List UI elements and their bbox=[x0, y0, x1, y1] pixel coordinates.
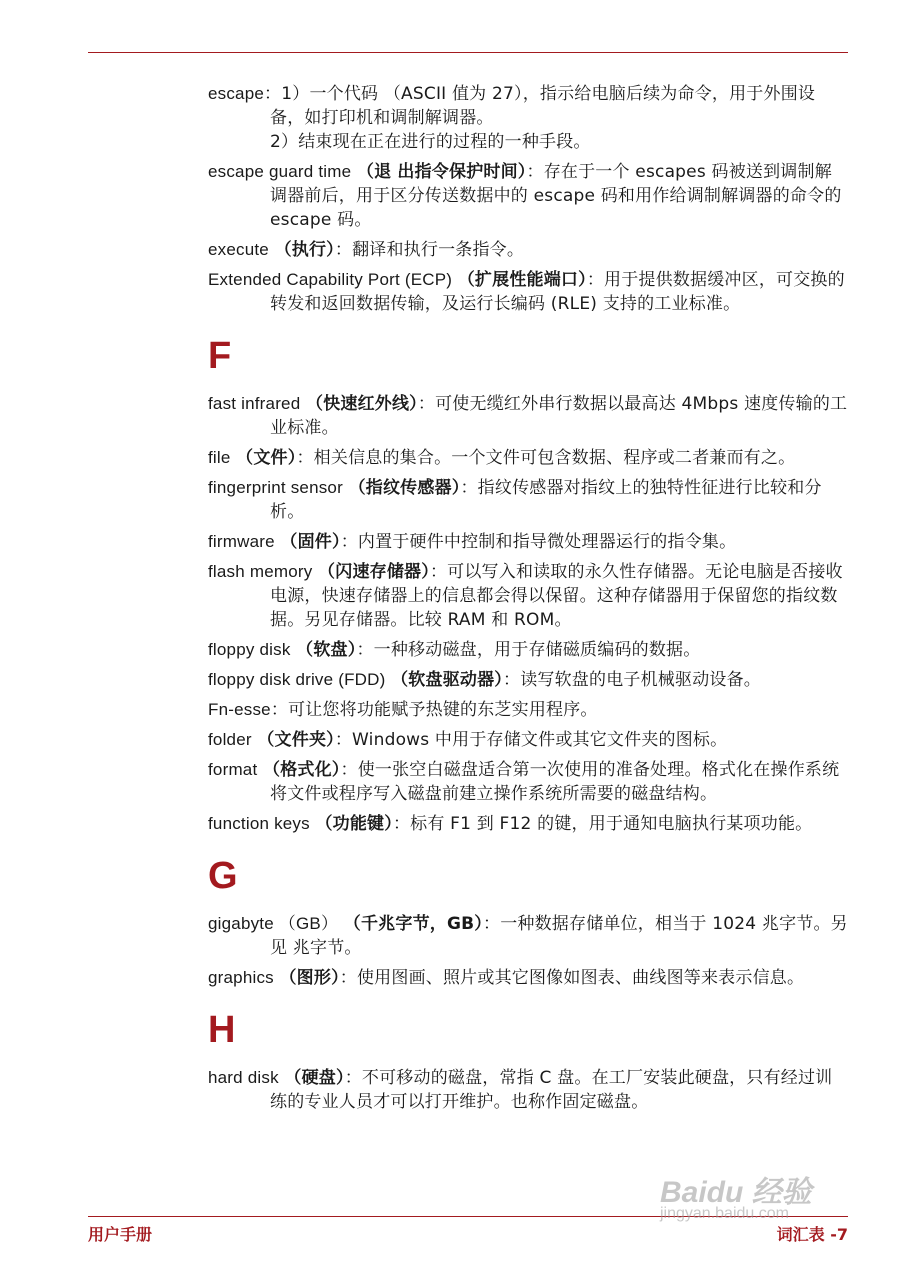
entry-separator: ： bbox=[586, 270, 605, 290]
entry-chinese-term: （执行） bbox=[274, 240, 335, 260]
entry-separator: ： bbox=[270, 700, 289, 720]
entry-chinese-term: （功能键） bbox=[315, 814, 393, 834]
entry-definition: 可让您将功能赋予热键的东芝实用程序。 bbox=[288, 700, 598, 720]
entry-term: firmware bbox=[208, 532, 275, 551]
entry-chinese-term: （退 出指令保护时间） bbox=[356, 162, 527, 182]
entry-separator: ： bbox=[460, 478, 478, 498]
entry-term: function keys bbox=[208, 814, 310, 833]
entry-definition: 可使无缆红外串行数据以最高达 4Mbps 速度传输的工业标准。 bbox=[270, 394, 848, 438]
section-g bbox=[208, 912, 848, 990]
baidu-watermark bbox=[660, 1165, 860, 1225]
glossary-content bbox=[208, 82, 848, 1120]
glossary-entry bbox=[208, 446, 848, 470]
entry-definition: 相关信息的集合。一个文件可包含数据、程序或二者兼而有之。 bbox=[313, 448, 796, 468]
entry-separator: ： bbox=[429, 562, 448, 582]
section-f bbox=[208, 392, 848, 836]
entry-definition: 指纹传感器对指纹上的独特性征进行比较和分析。 bbox=[270, 478, 822, 522]
entry-separator: ： bbox=[334, 730, 353, 750]
entry-separator: ： bbox=[340, 760, 358, 780]
section-heading-g: G bbox=[208, 855, 238, 897]
entry-definition: 用于提供数据缓冲区，可交换的转发和返回数据传输，及运行长编码 (RLE) 支持的工业标准。 bbox=[270, 270, 845, 314]
entry-definition: 读写软盘的电子机械驱动设备。 bbox=[520, 670, 762, 690]
entry-term: Extended Capability Port (ECP) bbox=[208, 270, 453, 289]
entry-chinese-term: （文件） bbox=[236, 448, 297, 468]
entry-definition: 不可移动的磁盘，常指 C 盘。在工厂安装此硬盘，只有经过训练的专业人员才可以打开维护。也称作固定磁盘。 bbox=[270, 1068, 833, 1112]
top-rule bbox=[88, 52, 848, 53]
glossary-entry bbox=[208, 812, 848, 836]
entry-chinese-term: （硬盘） bbox=[284, 1068, 345, 1088]
glossary-entry bbox=[208, 638, 848, 662]
entry-chinese-term: （闪速存储器） bbox=[318, 562, 430, 582]
entry-definition: 使用图画、照片或其它图像如图表、曲线图等来表示信息。 bbox=[356, 968, 805, 988]
watermark-url: jingyan.baidu.com bbox=[660, 1205, 789, 1222]
entry-term: Fn-esse bbox=[208, 700, 271, 719]
entry-separator: ： bbox=[483, 914, 501, 934]
watermark-logo: Baidu 经验 bbox=[660, 1176, 812, 1209]
glossary-entry bbox=[208, 560, 848, 632]
entry-separator: ： bbox=[392, 814, 411, 834]
entry-definition: 内置于硬件中控制和指导微处理器运行的指令集。 bbox=[357, 532, 737, 552]
section-e bbox=[208, 82, 848, 316]
entry-term: fingerprint sensor bbox=[208, 478, 343, 497]
entry-definition: 可以写入和读取的永久性存储器。无论电脑是否接收电源，快速存储器上的信息都会得以保留。这种存储器用于保留您的指纹数据。另见存储器。比较 RAM 和 ROM。 bbox=[270, 562, 843, 630]
entry-definition-line: 2）结束现在正在进行的过程的一种手段。 bbox=[270, 132, 591, 152]
section-h bbox=[208, 1066, 848, 1114]
glossary-entry bbox=[208, 698, 848, 722]
section-heading-f: F bbox=[208, 335, 232, 377]
entry-term: floppy disk drive (FDD) bbox=[208, 670, 386, 689]
glossary-entry bbox=[208, 160, 848, 232]
glossary-entry bbox=[208, 966, 848, 990]
entry-term: flash memory bbox=[208, 562, 313, 581]
entry-definition: Windows 中用于存储文件或其它文件夹的图标。 bbox=[352, 730, 728, 750]
entry-definition: 翻译和执行一条指令。 bbox=[352, 240, 525, 260]
entry-separator: ： bbox=[296, 448, 314, 468]
entry-definition: 标有 F1 到 F12 的键，用于通知电脑执行某项功能。 bbox=[410, 814, 813, 834]
entry-term: file bbox=[208, 448, 231, 467]
entry-separator: ： bbox=[344, 1068, 362, 1088]
entry-term: folder bbox=[208, 730, 252, 749]
entry-separator: ： bbox=[526, 162, 544, 182]
entry-definition: 存在于一个 escapes 码被送到调制解调器前后，用于区分传送数据中的 escape 码和用作给调制解调器的命令的 escape 码。 bbox=[270, 162, 842, 230]
entry-chinese-term: （文件夹） bbox=[257, 730, 335, 750]
entry-separator: ： bbox=[417, 394, 436, 414]
entry-chinese-term: （指纹传感器） bbox=[348, 478, 461, 498]
glossary-entry bbox=[208, 758, 848, 806]
glossary-entry bbox=[208, 728, 848, 752]
entry-chinese-term: （千兆字节，GB） bbox=[343, 914, 483, 934]
entry-term: execute bbox=[208, 240, 269, 259]
glossary-entry bbox=[208, 82, 848, 154]
footer-page-number: 词汇表 -7 bbox=[776, 1225, 848, 1244]
footer-manual-title: 用户手册 bbox=[88, 1225, 153, 1244]
entry-term: escape guard time bbox=[208, 162, 352, 181]
entry-chinese-term: （软盘） bbox=[296, 640, 357, 660]
entry-term: format bbox=[208, 760, 258, 779]
entry-separator: ： bbox=[264, 84, 282, 104]
entry-term: gigabyte （GB） bbox=[208, 914, 339, 933]
entry-separator: ： bbox=[339, 968, 357, 988]
glossary-entry bbox=[208, 530, 848, 554]
entry-separator: ： bbox=[340, 532, 358, 552]
entry-definition: 一种数据存储单位，相当于 1024 兆字节。另见 兆字节。 bbox=[270, 914, 848, 958]
entry-definition-line: 1）一个代码 （ASCII 值为 27），指示给电脑后续为命令，用于外围设备，如打印机和调制解调器。 bbox=[270, 84, 816, 128]
entry-definition: 使一张空白磁盘适合第一次使用的准备处理。格式化在操作系统将文件或程序写入磁盘前建立操作系统所需要的磁盘结构。 bbox=[270, 760, 840, 804]
entry-separator: ： bbox=[334, 240, 353, 260]
glossary-entry bbox=[208, 476, 848, 524]
glossary-entry bbox=[208, 1066, 848, 1114]
entry-term: fast infrared bbox=[208, 394, 301, 413]
entry-chinese-term: （固件） bbox=[280, 532, 341, 552]
glossary-entry bbox=[208, 392, 848, 440]
entry-term: floppy disk bbox=[208, 640, 291, 659]
glossary-entry bbox=[208, 912, 848, 960]
entry-chinese-term: （格式化） bbox=[263, 760, 341, 780]
glossary-entry bbox=[208, 238, 848, 262]
entry-term: graphics bbox=[208, 968, 274, 987]
entry-chinese-term: （快速红外线） bbox=[305, 394, 418, 414]
entry-term: hard disk bbox=[208, 1068, 279, 1087]
entry-chinese-term: （扩展性能端口） bbox=[457, 270, 587, 290]
glossary-entry bbox=[208, 668, 848, 692]
entry-separator: ： bbox=[503, 670, 521, 690]
entry-definition: 一种移动磁盘，用于存储磁质编码的数据。 bbox=[373, 640, 701, 660]
section-heading-h: H bbox=[208, 1009, 236, 1051]
glossary-entry bbox=[208, 268, 848, 316]
entry-term: escape bbox=[208, 84, 265, 103]
entry-chinese-term: （软盘驱动器） bbox=[391, 670, 503, 690]
entry-chinese-term: （图形） bbox=[279, 968, 340, 988]
entry-separator: ： bbox=[356, 640, 374, 660]
